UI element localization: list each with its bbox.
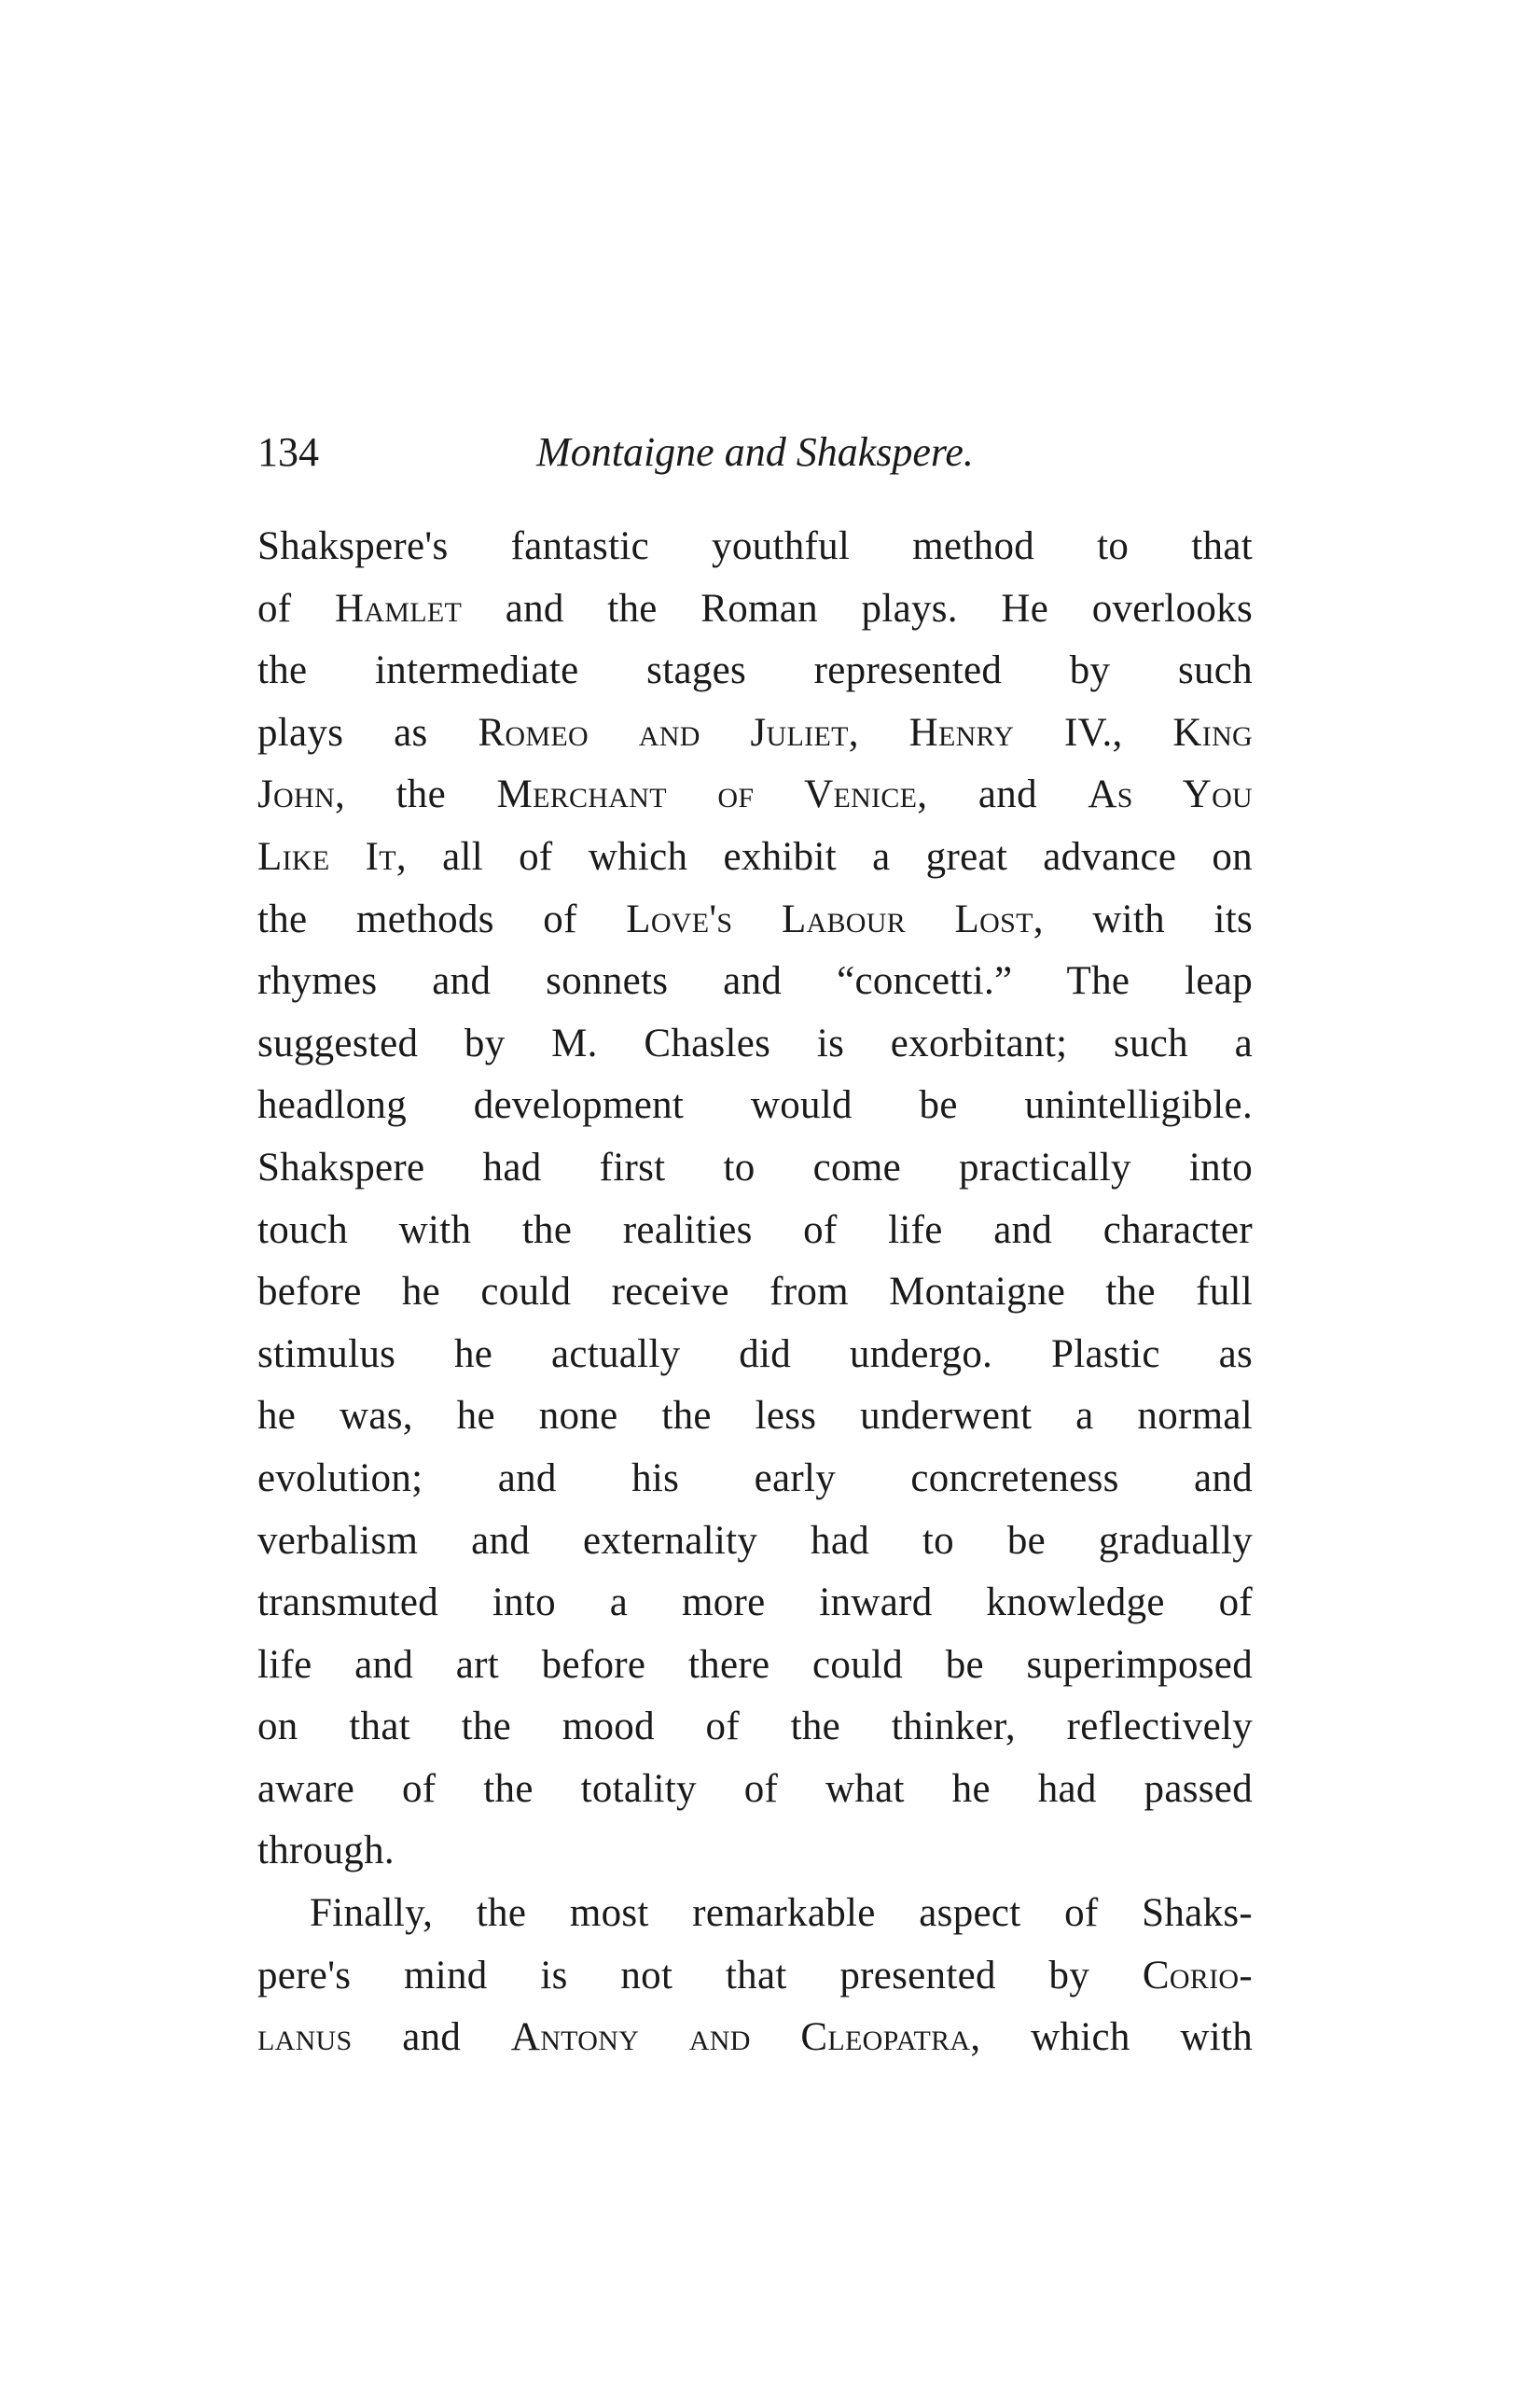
text-line: Finally, the most remarkable aspect of Shaks-	[310, 1891, 1253, 1936]
text-line: lanus and Antony and Cleopatra, which with	[257, 2015, 1254, 2060]
text-line: of Hamlet and the Roman plays. He overlooks	[257, 586, 1253, 631]
text-line: Shakspere had first to come practically into	[257, 1145, 1253, 1190]
title-reference: Merchant of Venice	[496, 773, 918, 817]
title-reference: lanus	[257, 2015, 353, 2060]
running-title: Montaigne and Shakspere.	[536, 429, 974, 475]
title-reference: Like It	[257, 834, 396, 879]
text-line: touch with the realities of life and character	[257, 1207, 1253, 1252]
text-line: through.	[257, 1829, 395, 1873]
title-reference: John	[257, 773, 335, 817]
text-line: Like It, all of which exhibit a great advance on	[257, 834, 1253, 879]
text-line: suggested by M. Chasles is exorbitant; such a	[257, 1021, 1253, 1065]
text-line: plays as Romeo and Juliet, Henry IV., King	[257, 710, 1253, 755]
title-reference: Love's Labour Lost	[626, 897, 1033, 941]
text-line: aware of the totality of what he had passed	[257, 1766, 1253, 1811]
text-line: John, the Merchant of Venice, and As You	[257, 773, 1253, 817]
title-reference: Romeo and Juliet	[478, 710, 849, 755]
page-number: 134	[257, 429, 319, 475]
title-reference: Hamlet	[334, 586, 463, 631]
text-line: headlong development would be unintelligible.	[257, 1083, 1253, 1128]
text-line: verbalism and externality had to be gradually	[257, 1518, 1253, 1563]
text-line: he was, he none the less underwent a normal	[257, 1394, 1253, 1439]
text-line: before he could receive from Montaigne the full	[257, 1270, 1253, 1315]
text-line: the methods of Love's Labour Lost, with its	[257, 897, 1253, 941]
text-line: rhymes and sonnets and “concetti.” The leap	[257, 959, 1253, 1004]
text-line: life and art before there could be superimposed	[257, 1642, 1253, 1687]
title-reference: Henry IV.	[908, 710, 1113, 755]
title-reference: King	[1172, 710, 1253, 755]
text-line: the intermediate stages represented by such	[257, 648, 1253, 693]
text-line: evolution; and his early concreteness and	[257, 1455, 1253, 1500]
title-reference: Corio-	[1142, 1953, 1253, 1997]
running-head	[257, 420, 1253, 485]
text-line: pere's mind is not that presented by Corio-	[257, 1953, 1253, 1997]
text-line: transmuted into a more inward knowledge of	[257, 1580, 1253, 1625]
title-reference: Antony and Cleopatra	[510, 2015, 971, 2060]
text-line: Shakspere's fantastic youthful method to that	[257, 524, 1253, 568]
text-line: stimulus he actually did undergo. Plastic as	[257, 1331, 1253, 1376]
body-text	[257, 516, 1253, 2069]
text-line: on that the mood of the thinker, reflectively	[257, 1705, 1253, 1749]
title-reference: As You	[1088, 773, 1253, 817]
